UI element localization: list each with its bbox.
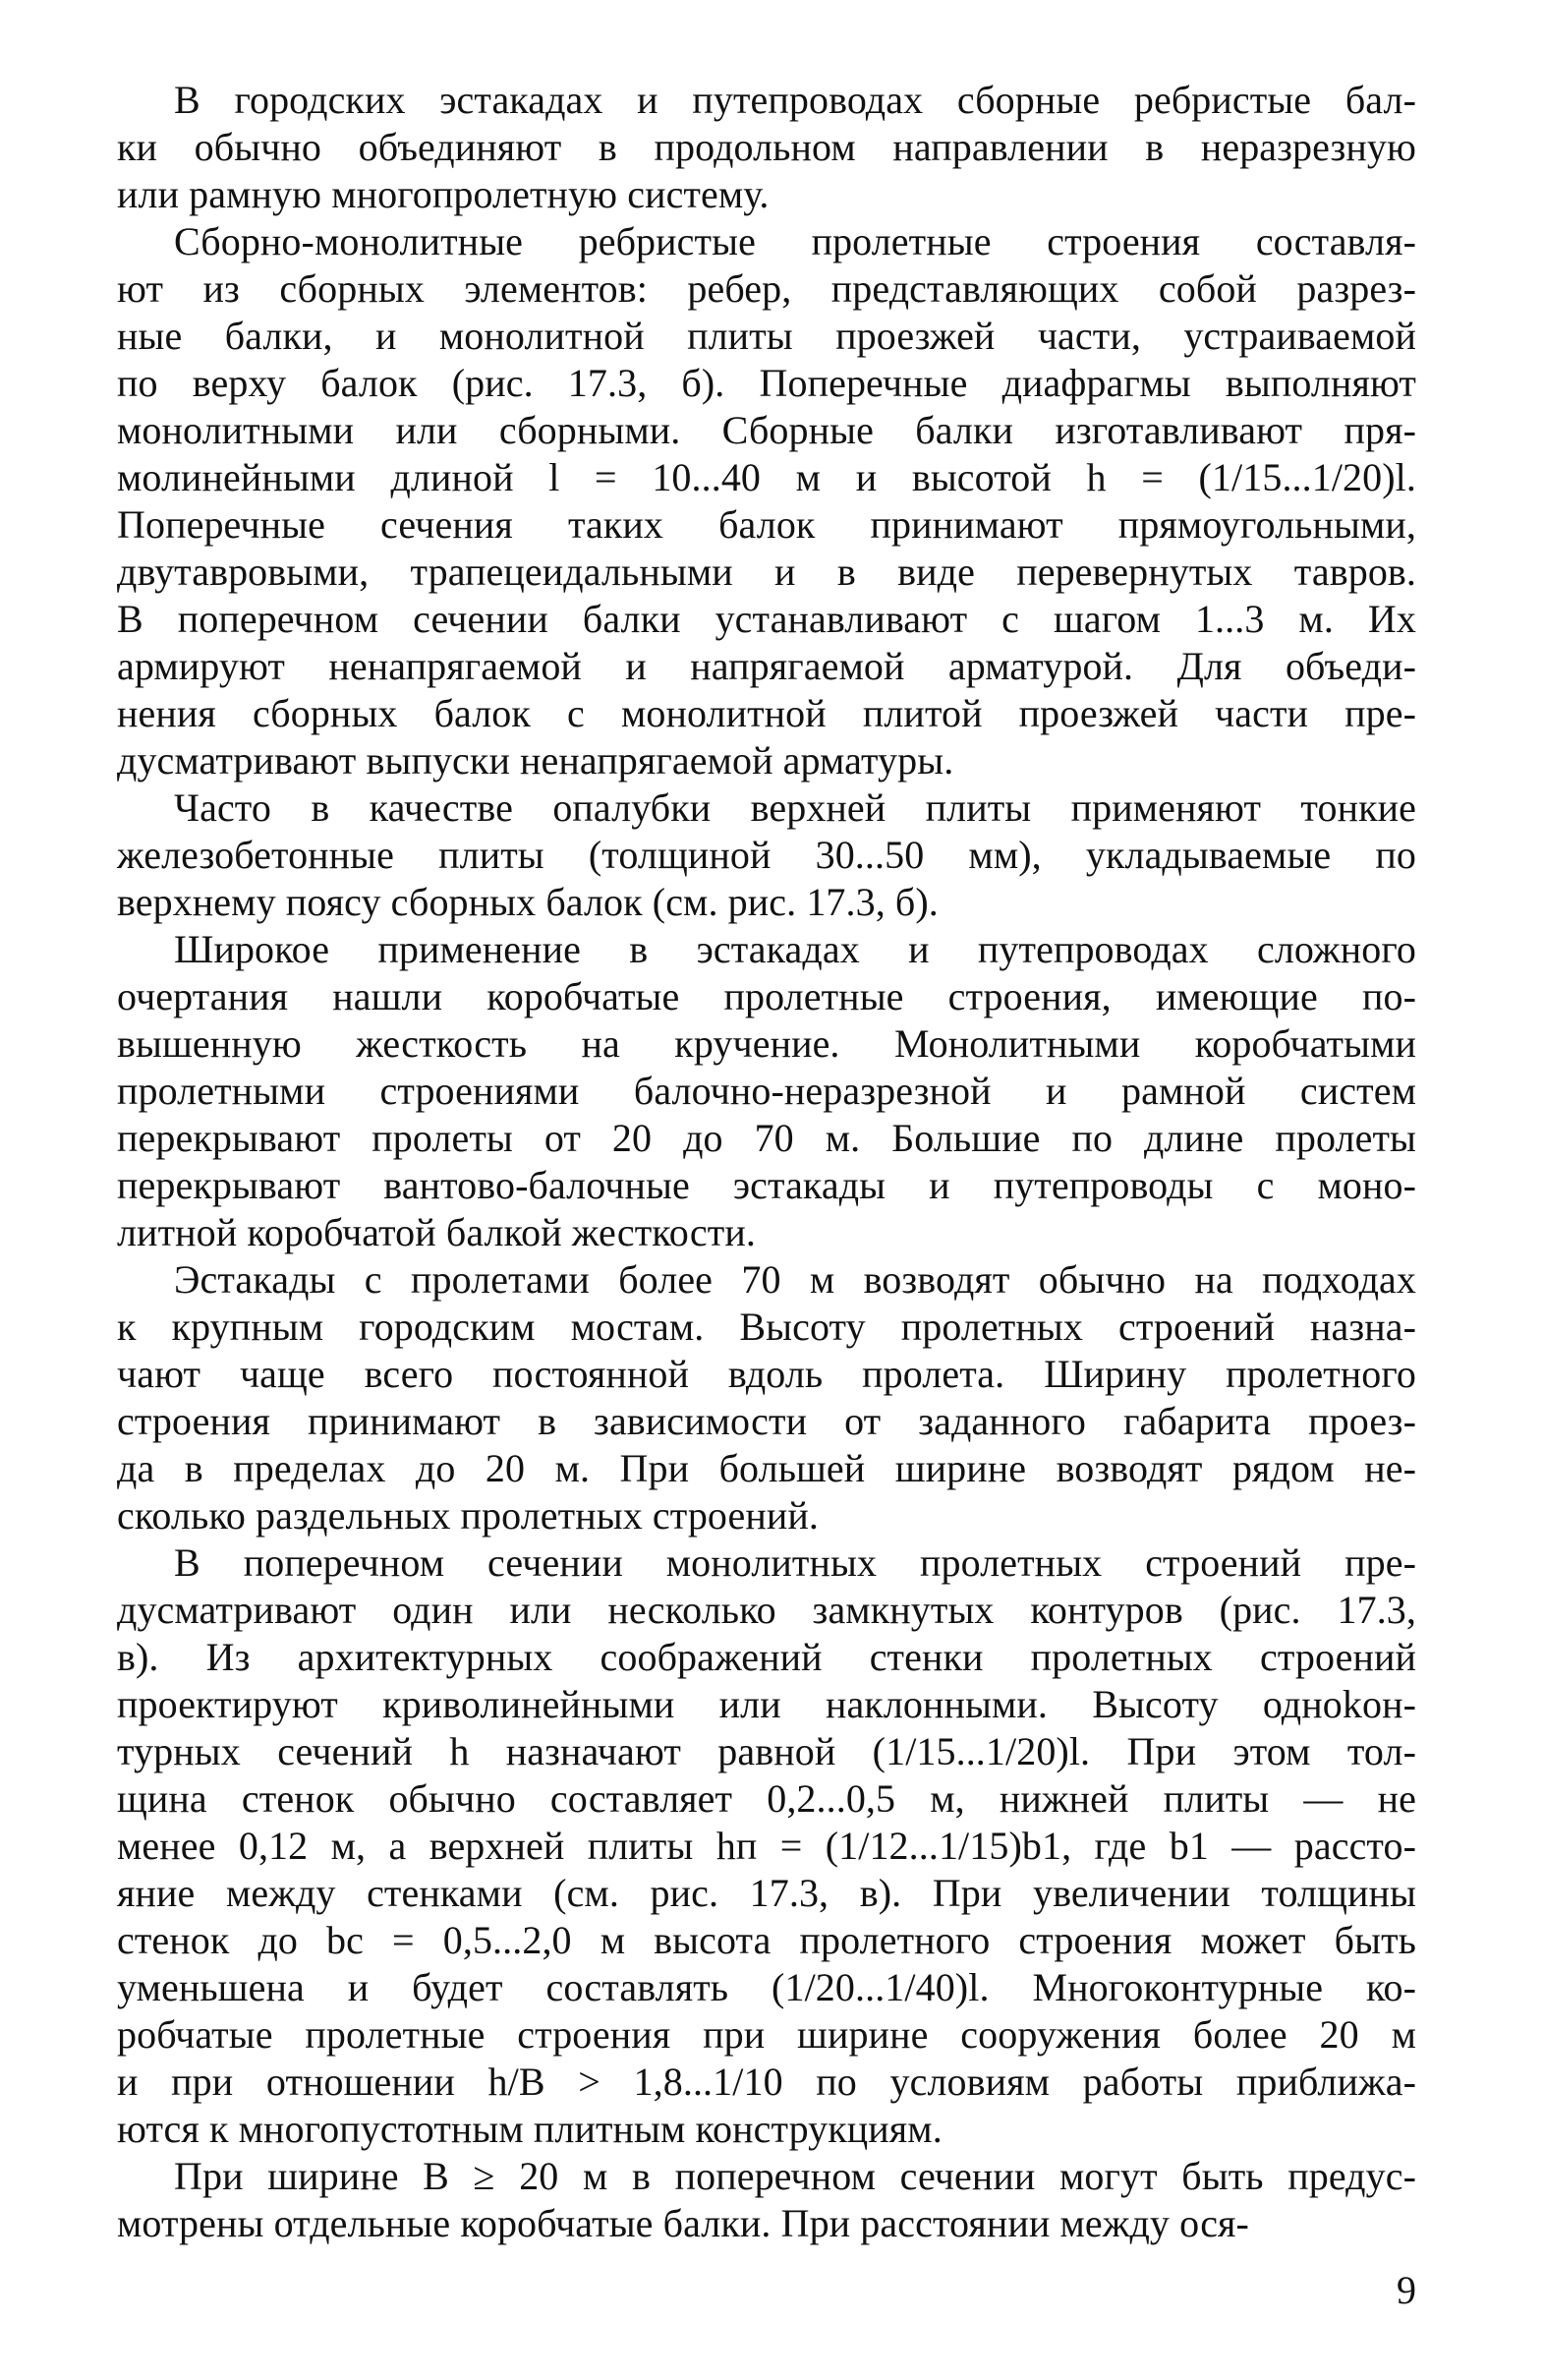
text-line: Часто в качестве опалубки верхней плиты применяют тонкие	[174, 785, 1416, 830]
text-line: В поперечном сечении балки устанавливают с шагом 1...3 м. Их	[117, 597, 1416, 641]
body-text	[117, 77, 1416, 2247]
text-line: Поперечные сечения таких балок принимают прямоугольными,	[117, 502, 1416, 547]
text-line: ют из сборных элементов: ребер, представляющих собой разрез-	[117, 266, 1416, 311]
text-line: яние между стенками (см. рис. 17.3, в). При увеличении толщины	[117, 1871, 1416, 1915]
text-line: мотрены отдельные коробчатые балки. При расстоянии между ося-	[117, 2201, 1249, 2245]
paragraph	[117, 1539, 1416, 2153]
text-line: верхнему поясу сборных балок (см. рис. 17.3, б).	[117, 880, 939, 924]
text-line: Эстакады с пролетами более 70 м возводят обычно на подходах	[174, 1257, 1416, 1302]
text-line: литной коробчатой балкой жесткости.	[117, 1210, 756, 1254]
text-line: железобетонные плиты (толщиной 30...50 мм), укладываемые по	[117, 833, 1416, 877]
text-line: ные балки, и монолитной плиты проезжей части, устраиваемой	[117, 314, 1416, 358]
text-line: или рамную многопролетную систему.	[117, 172, 770, 216]
paragraph	[117, 926, 1416, 1256]
text-line: перекрывают пролеты от 20 до 70 м. Большие по длине пролеты	[117, 1116, 1416, 1160]
text-line: армируют ненапрягаемой и напрягаемой арматурой. Для объеди-	[117, 644, 1416, 688]
text-line: монолитными или сборными. Сборные балки изготавливают пря-	[117, 408, 1416, 452]
text-line: щина стенок обычно составляет 0,2...0,5 м, нижней плиты — не	[117, 1776, 1416, 1821]
text-line: по верху балок (рис. 17.3, б). Поперечные диафрагмы выполняют	[117, 361, 1416, 405]
paragraph	[117, 784, 1416, 926]
text-line: молинейными длиной l = 10...40 м и высотой h = (1/15...1/20)l.	[117, 455, 1416, 499]
text-line: к крупным городским мостам. Высоту пролетных строений назна-	[117, 1305, 1416, 1349]
text-line: В городских эстакадах и путепроводах сборные ребристые бал-	[174, 78, 1416, 122]
text-line: уменьшена и будет составлять (1/20...1/40)l. Многоконтурные ко-	[117, 1965, 1416, 2009]
text-line: нения сборных балок с монолитной плитой проезжей части пре-	[117, 691, 1416, 735]
text-line: стенок до bс = 0,5...2,0 м высота пролетного строения может быть	[117, 1918, 1416, 1962]
page-number: 9	[1397, 2268, 1416, 2312]
text-line: В поперечном сечении монолитных пролетных строений пре-	[174, 1540, 1416, 1585]
paragraph	[117, 1256, 1416, 1539]
text-line: При ширине B ≥ 20 м в поперечном сечении могут быть предус-	[174, 2154, 1416, 2198]
text-line: вышенную жесткость на кручение. Монолитными коробчатыми	[117, 1021, 1416, 1066]
paragraph	[117, 77, 1416, 218]
text-line: турных сечений h назначают равной (1/15...1/20)l. При этом тол-	[117, 1729, 1416, 1773]
paragraph	[117, 218, 1416, 784]
text-line: очертания нашли коробчатые пролетные строения, имеющие по-	[117, 974, 1416, 1018]
text-line: ются к многопустотным плитным конструкциям.	[117, 2107, 943, 2151]
text-line: пролетными строениями балочно-неразрезной и рамной систем	[117, 1069, 1416, 1113]
text-line: двутавровыми, трапецеидальными и в виде перевернутых тавров.	[117, 550, 1416, 594]
text-line: сколько раздельных пролетных строений.	[117, 1493, 819, 1538]
text-line: строения принимают в зависимости от заданного габарита проез-	[117, 1399, 1416, 1443]
text-line: Сборно-монолитные ребристые пролетные строения составля-	[174, 219, 1416, 263]
text-line: Широкое применение в эстакадах и путепроводах сложного	[174, 927, 1416, 971]
text-line: и при отношении h/B > 1,8...1/10 по условиям работы приближа-	[117, 2060, 1416, 2104]
text-line: да в пределах до 20 м. При большей ширине возводят рядом не-	[117, 1446, 1416, 1490]
text-line: ки обычно объединяют в продольном направлении в неразрезную	[117, 125, 1416, 169]
text-line: проектируют криволинейными или наклонными. Высоту одноkон-	[117, 1682, 1416, 1726]
text-line: дусматривают выпуски ненапрягаемой арматуры.	[117, 738, 954, 783]
text-line: дусматривают один или несколько замкнутых контуров (рис. 17.3,	[117, 1588, 1416, 1632]
text-line: робчатые пролетные строения при ширине сооружения более 20 м	[117, 2012, 1416, 2057]
paragraph	[117, 2153, 1416, 2247]
text-line: в). Из архитектурных соображений стенки пролетных строений	[117, 1635, 1416, 1679]
text-line: менее 0,12 м, а верхней плиты hп = (1/12...1/15)b1, где b1 — рассто-	[117, 1824, 1416, 1868]
text-line: перекрывают вантово-балочные эстакады и путепроводы с моно-	[117, 1163, 1416, 1207]
text-line: чают чаще всего постоянной вдоль пролета. Ширину пролетного	[117, 1352, 1416, 1396]
